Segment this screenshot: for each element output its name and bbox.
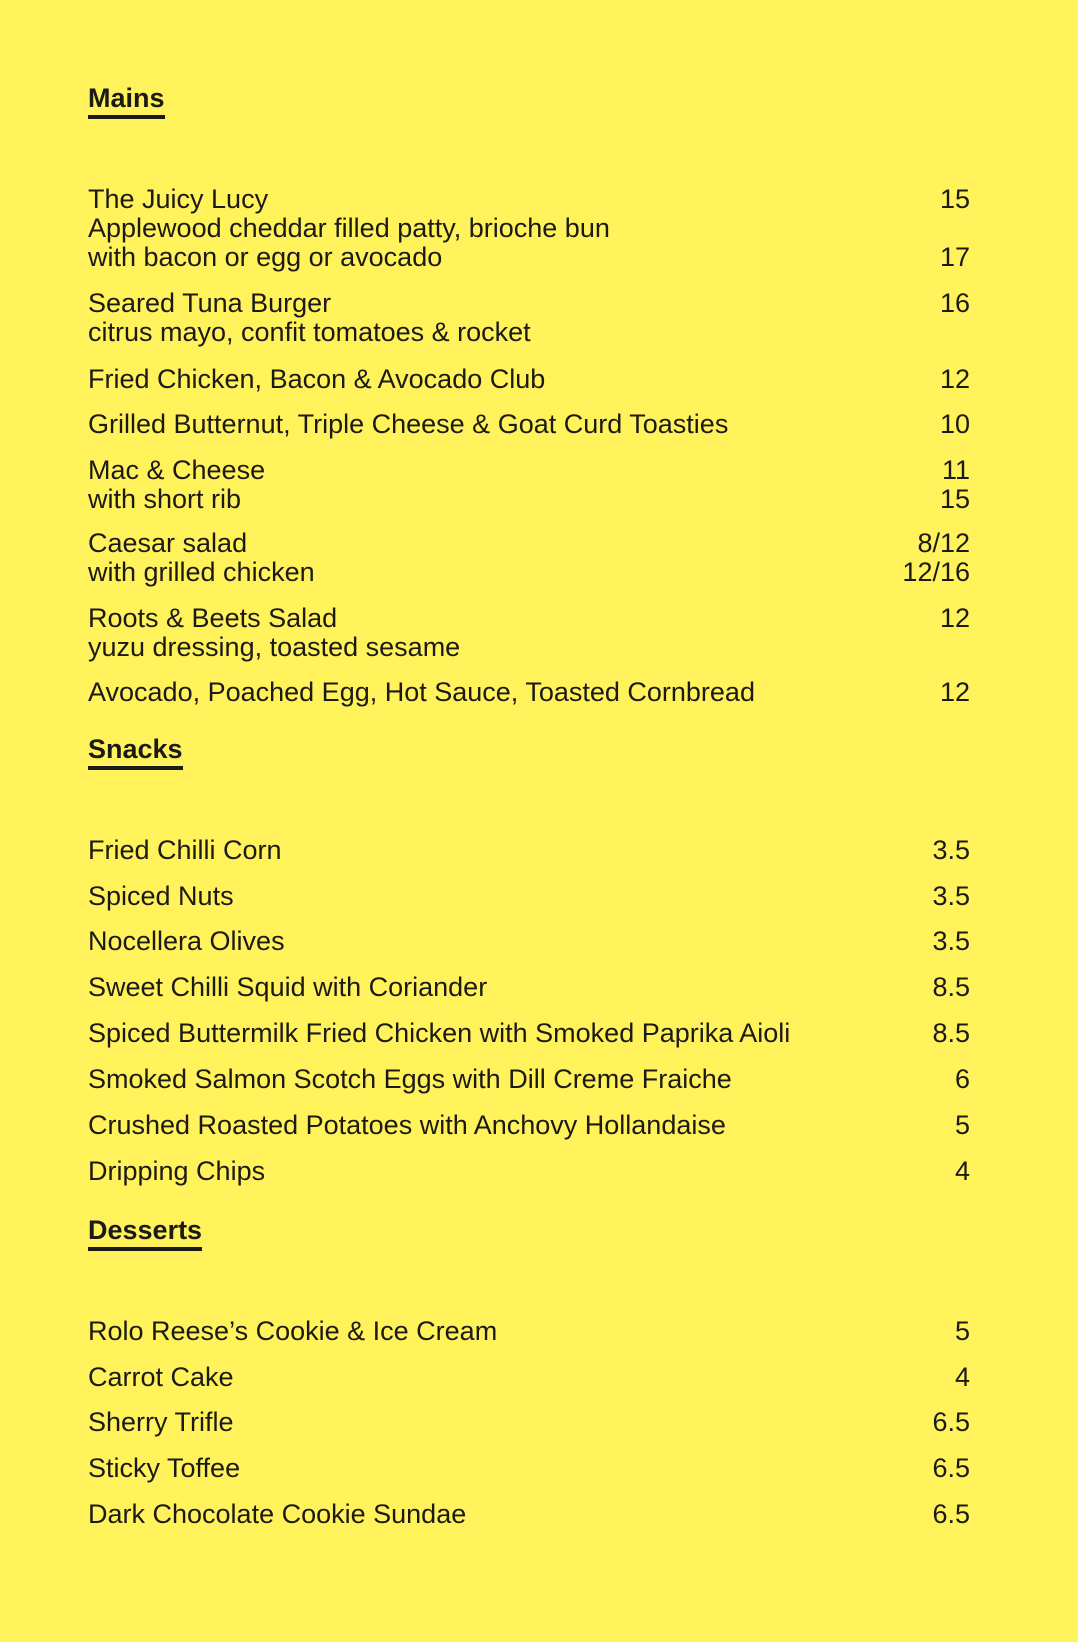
item-option: with bacon or egg or avocado xyxy=(88,242,443,272)
item-price: 3.5 xyxy=(932,926,970,956)
item-name: Smoked Salmon Scotch Eggs with Dill Creme Fraiche xyxy=(88,1064,732,1094)
menu-item xyxy=(88,973,970,1002)
menu-item xyxy=(88,1065,970,1094)
item-name: Sweet Chilli Squid with Coriander xyxy=(88,972,488,1002)
item-name: Sticky Toffee xyxy=(88,1453,241,1483)
item-price: 10 xyxy=(939,409,970,439)
menu-item xyxy=(88,529,970,587)
item-price: 3.5 xyxy=(932,835,970,865)
item-price: 5 xyxy=(954,1316,970,1346)
item-price: 12 xyxy=(939,677,970,707)
item-name: Grilled Butternut, Triple Cheese & Goat Curd Toasties xyxy=(88,409,729,439)
item-price: 4 xyxy=(954,1362,970,1392)
menu-item xyxy=(88,927,970,956)
menu-item xyxy=(88,1454,970,1483)
item-name: Carrot Cake xyxy=(88,1362,234,1392)
item-name: Dripping Chips xyxy=(88,1156,266,1186)
item-price: 12 xyxy=(939,603,970,633)
item-price: 3.5 xyxy=(932,881,970,911)
menu-item xyxy=(88,365,970,394)
item-option: with grilled chicken xyxy=(88,557,315,587)
menu-item xyxy=(88,1157,970,1186)
menu-item xyxy=(88,1019,970,1048)
item-description: yuzu dressing, toasted sesame xyxy=(88,632,461,662)
item-price: 8/12 xyxy=(917,528,970,558)
item-name: Mac & Cheese xyxy=(88,455,266,485)
item-price: 4 xyxy=(954,1156,970,1186)
menu-item xyxy=(88,1500,970,1529)
item-option-price: 15 xyxy=(939,484,970,514)
item-price: 12 xyxy=(939,364,970,394)
item-name: Nocellera Olives xyxy=(88,926,285,956)
snacks-section xyxy=(88,734,970,1186)
item-name: Roots & Beets Salad xyxy=(88,603,338,633)
menu-item xyxy=(88,604,970,662)
item-name: Avocado, Poached Egg, Hot Sauce, Toasted Cornbread xyxy=(88,677,755,707)
menu-item xyxy=(88,185,970,272)
item-name: Spiced Nuts xyxy=(88,881,234,911)
item-name: The Juicy Lucy xyxy=(88,184,269,214)
menu-item xyxy=(88,836,970,865)
menu-item xyxy=(88,1363,970,1392)
item-name: Seared Tuna Burger xyxy=(88,288,332,318)
item-name: Sherry Trifle xyxy=(88,1407,234,1437)
item-price: 5 xyxy=(954,1110,970,1140)
mains-section xyxy=(88,83,970,707)
item-name: Crushed Roasted Potatoes with Anchovy Hollandaise xyxy=(88,1110,726,1140)
item-price: 6 xyxy=(954,1064,970,1094)
menu-item xyxy=(88,456,970,514)
desserts-section xyxy=(88,1215,970,1529)
item-option: with short rib xyxy=(88,484,242,514)
item-name: Fried Chilli Corn xyxy=(88,835,282,865)
item-name: Caesar salad xyxy=(88,528,248,558)
item-name: Dark Chocolate Cookie Sundae xyxy=(88,1499,467,1529)
section-title-desserts: Desserts xyxy=(88,1216,202,1251)
item-name: Fried Chicken, Bacon & Avocado Club xyxy=(88,364,546,394)
menu-item xyxy=(88,289,970,347)
item-price: 15 xyxy=(939,184,970,214)
item-description: citrus mayo, confit tomatoes & rocket xyxy=(88,317,531,347)
section-title-mains: Mains xyxy=(88,84,165,119)
menu-item xyxy=(88,882,970,911)
item-option-price: 12/16 xyxy=(902,557,970,587)
menu-item xyxy=(88,1317,970,1346)
menu-item xyxy=(88,678,970,707)
item-description: Applewood cheddar filled patty, brioche bun xyxy=(88,213,610,243)
item-price: 11 xyxy=(941,455,970,485)
menu-item xyxy=(88,1111,970,1140)
item-price: 8.5 xyxy=(932,972,970,1002)
item-price: 16 xyxy=(939,288,970,318)
item-price: 6.5 xyxy=(932,1453,970,1483)
menu-item xyxy=(88,410,970,439)
menu-item xyxy=(88,1408,970,1437)
item-price: 6.5 xyxy=(932,1407,970,1437)
item-price: 6.5 xyxy=(932,1499,970,1529)
item-price: 8.5 xyxy=(932,1018,970,1048)
item-option-price: 17 xyxy=(939,242,970,272)
item-name: Spiced Buttermilk Fried Chicken with Smoked Paprika Aioli xyxy=(88,1018,791,1048)
item-name: Rolo Reese’s Cookie & Ice Cream xyxy=(88,1316,498,1346)
section-title-snacks: Snacks xyxy=(88,735,183,770)
